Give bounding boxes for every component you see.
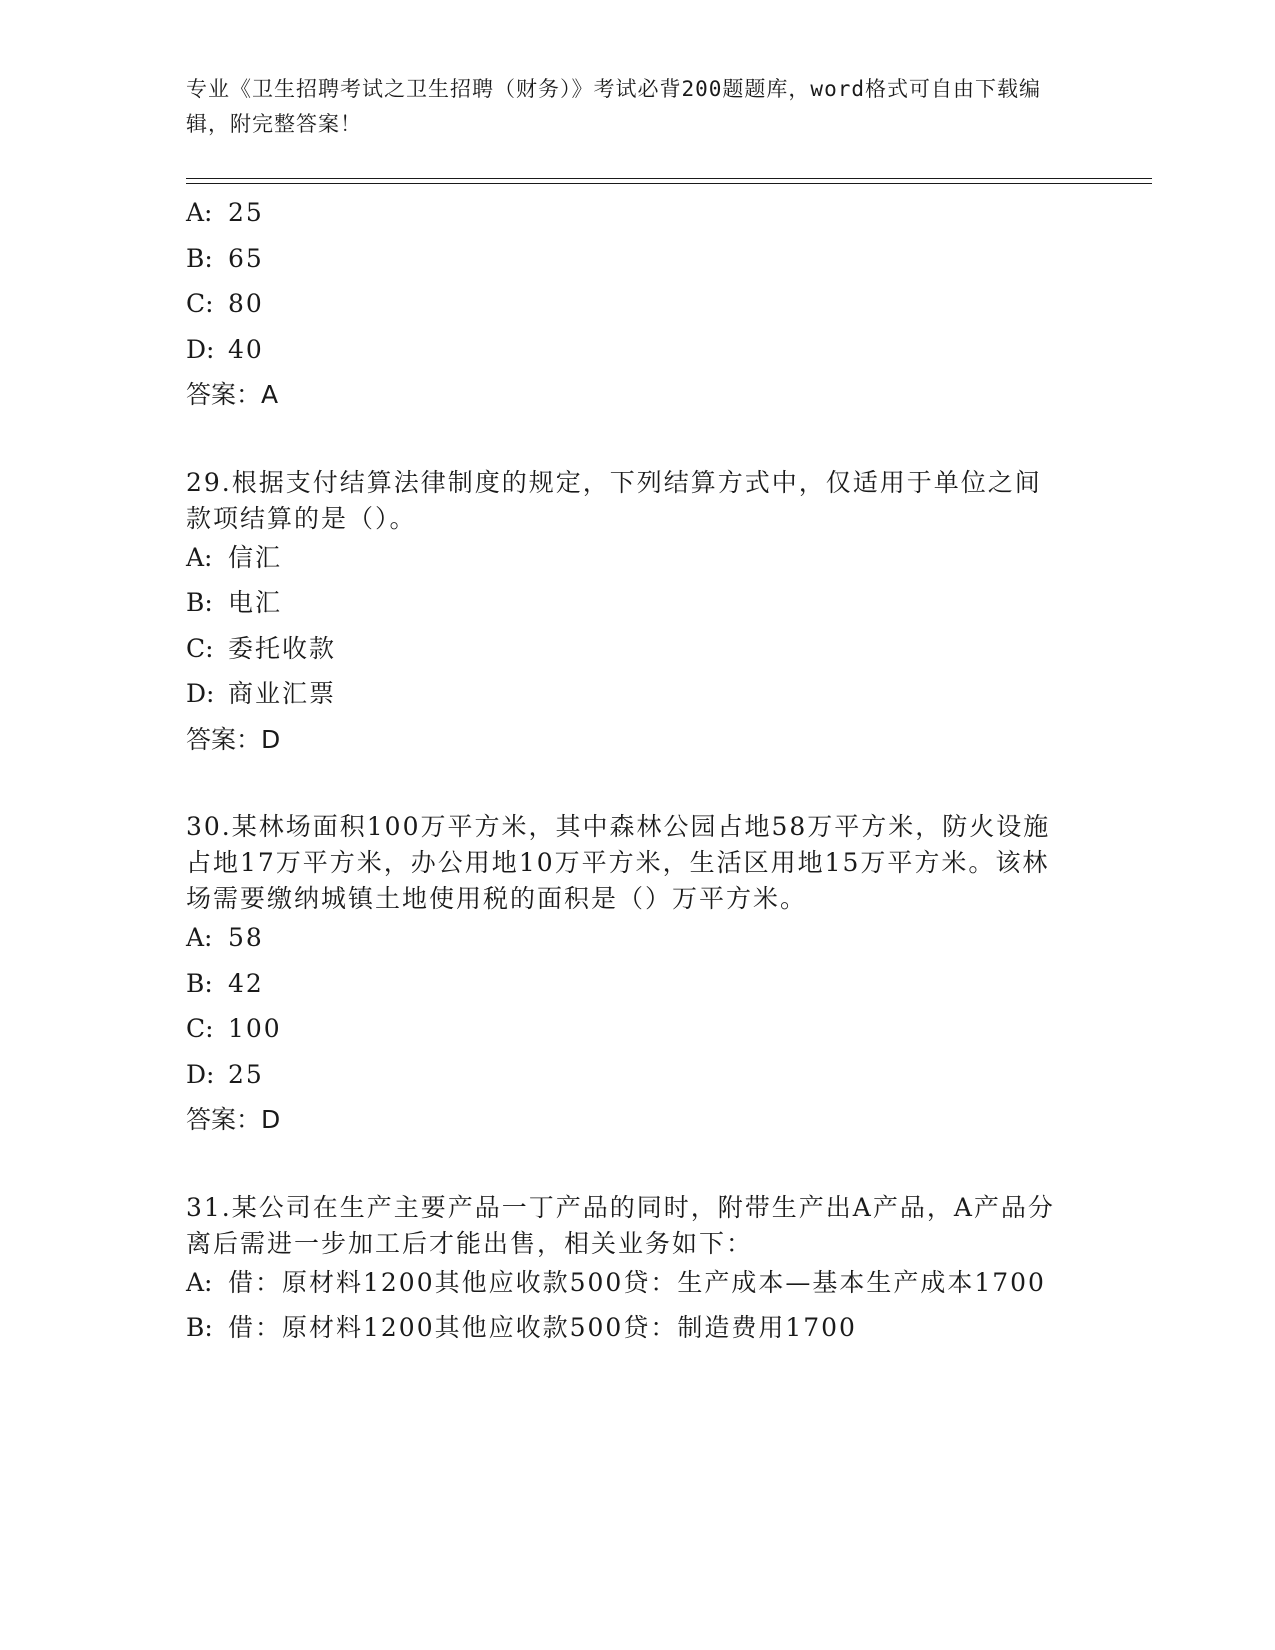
option-c	[186, 281, 1086, 327]
answer-line	[186, 1097, 1086, 1143]
option-text: 100	[228, 1014, 282, 1043]
option-c	[186, 626, 1086, 672]
option-label: D:	[186, 1059, 215, 1089]
option-text: 42	[228, 968, 264, 998]
option-label: D:	[186, 679, 215, 708]
option-b	[186, 1305, 1066, 1351]
question-block	[186, 190, 1086, 418]
option-d	[186, 671, 1086, 717]
option-c	[186, 1006, 1086, 1052]
answer-value: A	[261, 380, 279, 409]
option-label: C:	[186, 1014, 214, 1043]
option-a	[186, 535, 1086, 581]
question-block	[186, 807, 1086, 1143]
answer-prefix: 答案：	[186, 380, 262, 409]
option-text: 25	[228, 198, 264, 227]
option-label: A:	[186, 198, 213, 227]
option-a	[186, 190, 1086, 236]
option-label: D:	[186, 334, 215, 364]
option-label: C:	[186, 633, 214, 663]
option-text: 商业汇票	[228, 679, 337, 708]
answer-line	[186, 717, 1086, 763]
answer-value: D	[261, 1105, 281, 1134]
option-label: B:	[186, 1313, 213, 1342]
option-label: B:	[186, 968, 213, 998]
option-text: 58	[228, 923, 264, 952]
header-divider-top	[186, 178, 1152, 179]
option-label: A:	[186, 923, 213, 952]
option-label: C:	[186, 289, 214, 318]
option-text: 40	[228, 334, 264, 364]
option-text: 25	[228, 1059, 264, 1089]
question-block	[186, 463, 1086, 763]
option-d	[186, 1052, 1086, 1098]
question-block	[186, 1188, 1086, 1351]
answer-prefix: 答案：	[186, 724, 262, 754]
option-label: A:	[186, 1267, 213, 1297]
option-text: 信汇	[228, 542, 283, 572]
option-label: A:	[186, 542, 213, 572]
option-text: 65	[228, 243, 264, 273]
answer-line	[186, 372, 1086, 418]
option-label: B:	[186, 588, 213, 617]
option-text: 借：原材料1200其他应收款500贷：制造费用1700	[228, 1313, 857, 1342]
option-b	[186, 236, 1086, 282]
option-label: B:	[186, 243, 213, 273]
header-title: 专业《卫生招聘考试之卫生招聘（财务）》考试必背200题题库，word格式可自由下载编辑，附完整答案！	[186, 77, 1041, 136]
answer-prefix: 答案：	[186, 1105, 262, 1134]
option-b	[186, 580, 1086, 626]
option-a	[186, 915, 1086, 961]
document-header	[186, 72, 1066, 142]
option-text: 委托收款	[228, 633, 337, 663]
option-b	[186, 961, 1086, 1007]
answer-value: D	[261, 724, 281, 754]
question-text: 29.根据支付结算法律制度的规定，下列结算方式中，仅适用于单位之间款项结算的是（）。	[186, 467, 1042, 533]
option-text: 80	[228, 289, 264, 318]
question-text: 31.某公司在生产主要产品一丁产品的同时，附带生产出A产品，A产品分离后需进一步加工后才能出售，相关业务如下：	[186, 1192, 1055, 1258]
question-list	[186, 190, 1086, 1351]
question-text: 30.某林场面积100万平方米，其中森林公园占地58万平方米，防火设施占地17万平方米，办公用地10万平方米，生活区用地15万平方米。该林场需要缴纳城镇土地使用税的面积是（）万平方米。	[186, 812, 1051, 913]
option-a	[186, 1260, 1066, 1306]
option-text: 借：原材料1200其他应收款500贷：生产成本—基本生产成本1700	[228, 1267, 1046, 1297]
option-text: 电汇	[228, 588, 283, 617]
header-divider-bottom	[186, 183, 1152, 184]
option-d	[186, 327, 1086, 373]
